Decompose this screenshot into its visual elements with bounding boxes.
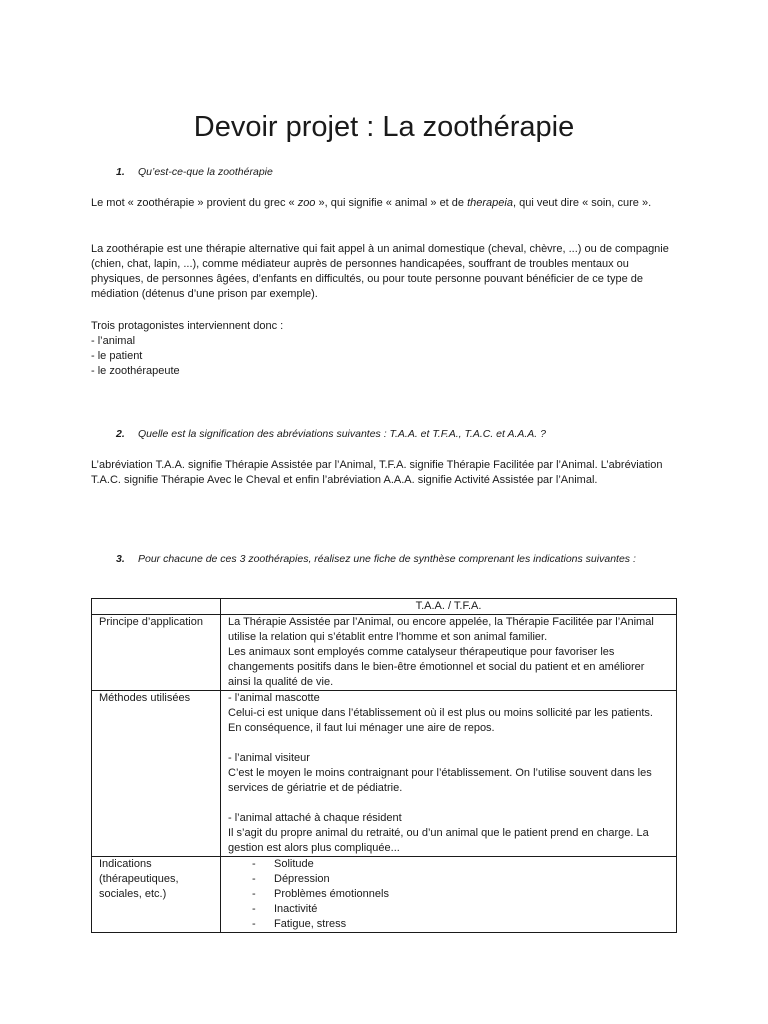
page-title: Devoir projet : La zoothérapie: [193, 111, 575, 144]
method-title: - l’animal visiteur: [228, 752, 310, 764]
table-row: [92, 615, 677, 691]
list-item: - Solitude: [228, 857, 669, 872]
row-label: Principe d’application: [92, 615, 221, 691]
paragraph-abbreviations: L’abréviation T.A.A. signifie Thérapie Assistée par l’Animal, T.F.A. signifie Thérapie Facilitée par l’Animal. L’abréviation T.A.C. signifie Thérapie Avec le Cheval et enfin l’abréviation A.A.A. signifie Activité Assistée par l’Animal.: [91, 459, 663, 486]
list-item: - Inactivité: [228, 902, 669, 917]
question-3: [116, 552, 656, 566]
table-header-row: [92, 599, 677, 615]
etymology-part: Le mot « zoothérapie » provient du grec «: [91, 197, 298, 209]
method-text: Celui-ci est unique dans l’établissement où il est plus ou moins sollicité par les patients. En conséquence, il faut lui ménager une aire de repos.: [228, 707, 653, 734]
etymology-part: », qui signifie « animal » et de: [315, 197, 468, 209]
etymology-zoo: zoo: [297, 197, 316, 209]
table-row: [92, 857, 677, 933]
list-item: - Dépression: [228, 872, 669, 887]
question-1-text: Qu’est-ce-que la zoothérapie: [138, 166, 273, 178]
list-item: - Fatigue, stress: [228, 917, 669, 932]
etymology-therapeia: therapeia: [467, 197, 513, 209]
list-item: - le zoothérapeute: [91, 365, 180, 377]
paragraph-definition: La zoothérapie est une thérapie alternative qui fait appel à un animal domestique (cheval, chèvre, ...) ou de compagnie (chien, chat, lapin, ...), comme médiateur auprès de personnes handicapées, souffrant de troubles mentaux ou physiques, de personnes âgées, d’enfants en difficultés, ou pour toute personne pouvant bénéficier de ce type de médiation (détenus d’une prison par exemple).: [91, 243, 669, 300]
principle-text: Les animaux sont employés comme catalyseur thérapeutique pour favoriser les changements positifs dans le bien-être émotionnel et social du patient et en améliorer ainsi la qualité de vie.: [228, 646, 645, 688]
synthesis-table: [91, 598, 677, 933]
row-label: Indications (thérapeutiques, sociales, etc.): [92, 857, 221, 933]
principle-text: La Thérapie Assistée par l’Animal, ou encore appelée, la Thérapie Facilitée par l’Animal utilise la relation qui s’établit entre l’homme et son animal familier.: [228, 616, 654, 643]
question-2: [116, 427, 656, 441]
protagonists-intro: Trois protagonistes interviennent donc :: [91, 320, 284, 332]
etymology-part: , qui veut dire « soin, cure ».: [512, 197, 652, 209]
question-3-number: 3.: [116, 553, 125, 565]
question-1: [116, 165, 656, 179]
question-2-number: 2.: [116, 428, 125, 440]
method-title: - l’animal attaché à chaque résident: [228, 812, 402, 824]
spacer: [228, 736, 669, 751]
question-2-text: Quelle est la signification des abréviations suivantes : T.A.A. et T.F.A., T.A.C. et A.A.A. ?: [138, 428, 546, 440]
method-title: - l’animal mascotte: [228, 692, 320, 704]
row-label: Méthodes utilisées: [92, 691, 221, 857]
list-item: - le patient: [91, 350, 143, 362]
row-content: [221, 857, 677, 933]
method-text: C’est le moyen le moins contraignant pour l’établissement. On l’utilise souvent dans les services de gériatrie et de pédiatrie.: [228, 767, 652, 794]
table-row: [92, 691, 677, 857]
table-corner-cell: [92, 599, 221, 615]
indications-list: [228, 857, 669, 932]
list-item: - l’animal: [91, 335, 136, 347]
question-1-number: 1.: [116, 166, 125, 178]
paragraph-etymology: [91, 196, 677, 211]
row-content: [221, 691, 677, 857]
table-header-cell: T.A.A. / T.F.A.: [221, 599, 677, 615]
question-3-text: Pour chacune de ces 3 zoothérapies, réalisez une fiche de synthèse comprenant les indications suivantes :: [138, 553, 636, 565]
protagonists-list: [91, 319, 677, 379]
row-content: [221, 615, 677, 691]
method-text: Il s’agit du propre animal du retraité, ou d’un animal que le patient prend en charge. La gestion est alors plus compliquée...: [228, 827, 649, 854]
spacer: [228, 796, 669, 811]
list-item: - Problèmes émotionnels: [228, 887, 669, 902]
